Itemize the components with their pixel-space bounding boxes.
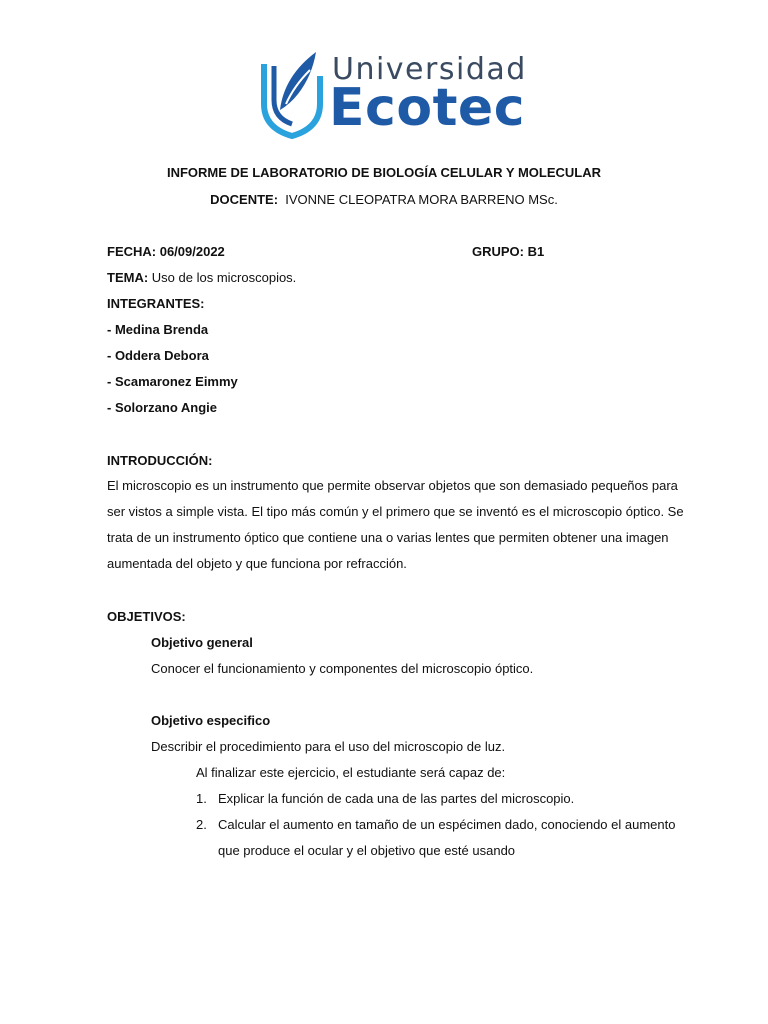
tema-line bbox=[107, 270, 296, 286]
list-item-text-continued: que produce el ocular y el objetivo que esté usando bbox=[218, 843, 516, 858]
list-item-text: Explicar la función de cada una de las partes del microscopio. bbox=[218, 791, 575, 806]
objetivo-general-text: Conocer el funcionamiento y componentes del microscopio óptico. bbox=[151, 661, 534, 676]
ecotec-emblem-icon bbox=[258, 46, 328, 140]
docente-label: DOCENTE: bbox=[210, 192, 279, 207]
integrante-item: - Medina Brenda bbox=[107, 322, 209, 337]
integrante-item: - Scamaronez Eimmy bbox=[107, 374, 238, 389]
introduccion-paragraph bbox=[107, 473, 684, 577]
integrante-item: - Oddera Debora bbox=[107, 348, 209, 363]
introduccion-line: El microscopio es un instrumento que permite observar objetos que son demasiado pequeños para bbox=[107, 478, 678, 493]
introduccion-line: trata de un instrumento óptico que contiene una o varias lentes que permiten obtener una imagen bbox=[107, 530, 669, 545]
tema-value: Uso de los microscopios. bbox=[151, 270, 297, 285]
report-title: INFORME DE LABORATORIO DE BIOLOGÍA CELULAR Y MOLECULAR bbox=[166, 165, 602, 180]
tema-label: TEMA: bbox=[107, 270, 149, 285]
introduccion-line: ser vistos a simple vista. El tipo más común y el primero que se inventó es el microscopio óptico. Se bbox=[107, 504, 684, 519]
fecha-field: FECHA: 06/09/2022 bbox=[107, 244, 225, 259]
list-item-number: 2. bbox=[196, 817, 207, 832]
list-item-number: 1. bbox=[196, 791, 207, 806]
docente-line bbox=[0, 192, 768, 208]
university-logo bbox=[258, 46, 527, 140]
docente-name: IVONNE CLEOPATRA MORA BARRENO MSc. bbox=[285, 192, 558, 207]
logo-ecotec-text: Ecotec bbox=[329, 78, 526, 138]
integrante-item: - Solorzano Angie bbox=[107, 400, 218, 415]
objetivos-heading: OBJETIVOS: bbox=[107, 609, 186, 624]
grupo-field: GRUPO: B1 bbox=[472, 244, 545, 259]
integrantes-heading: INTEGRANTES: bbox=[107, 296, 205, 311]
objetivo-especifico-text: Describir el procedimiento para el uso del microscopio de luz. bbox=[151, 739, 506, 754]
list-item-text: Calcular el aumento en tamaño de un espécimen dado, conociendo el aumento bbox=[218, 817, 676, 832]
introduccion-line: aumentada del objeto y que funciona por refracción. bbox=[107, 556, 407, 571]
introduccion-heading: INTRODUCCIÓN: bbox=[107, 453, 213, 468]
objetivo-general-heading: Objetivo general bbox=[151, 635, 253, 650]
logo-universidad-text: Universidad bbox=[332, 52, 527, 87]
objetivo-especifico-heading: Objetivo especifico bbox=[151, 713, 271, 728]
objetivos-intro: Al finalizar este ejercicio, el estudiante será capaz de: bbox=[196, 765, 506, 780]
